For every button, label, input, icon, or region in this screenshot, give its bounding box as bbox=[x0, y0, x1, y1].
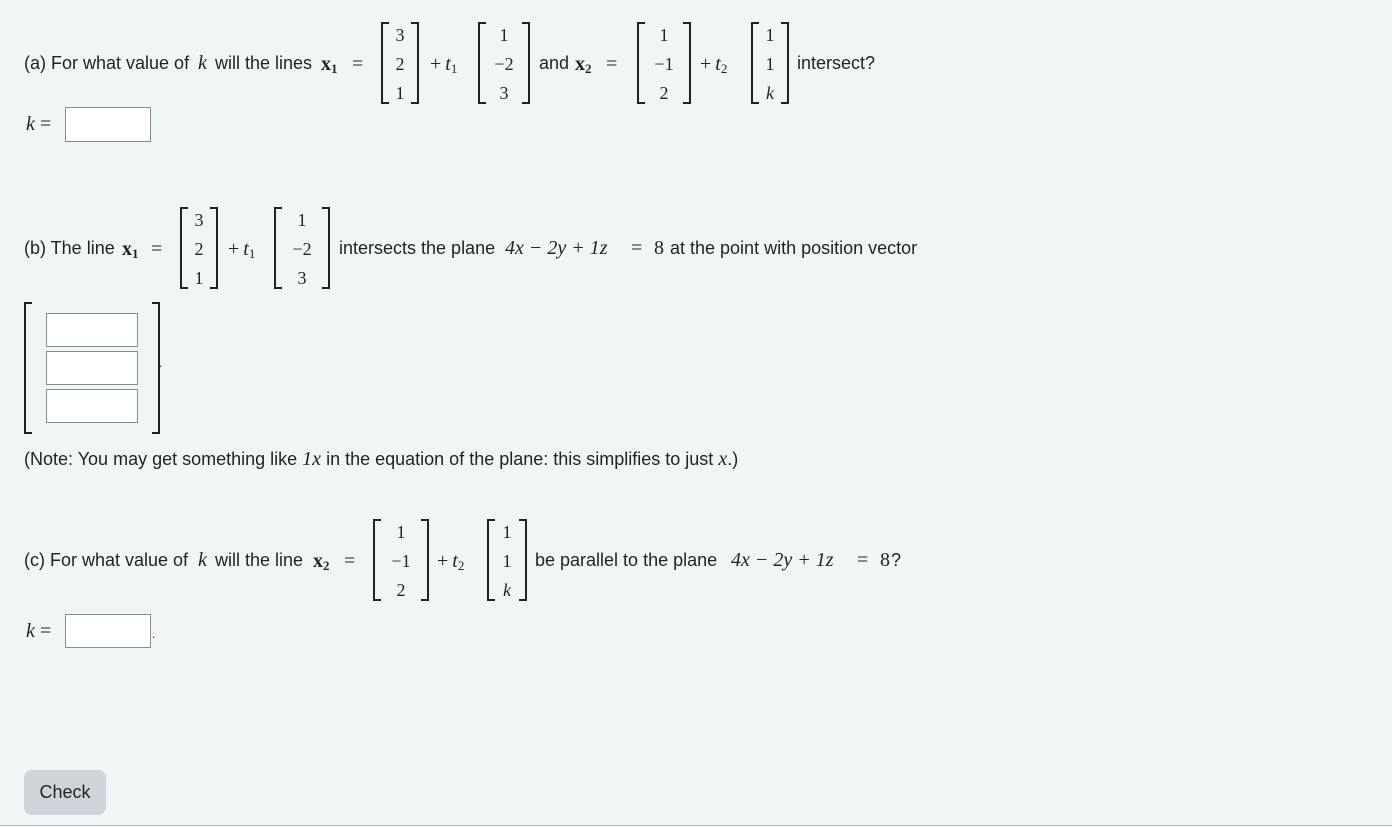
part-b-mid: intersects the plane bbox=[339, 238, 496, 258]
part-a-plus-t1: + $t_1$ bbox=[430, 53, 458, 76]
vector-entry: −1 bbox=[654, 54, 674, 74]
vector-entry: 1 bbox=[395, 83, 405, 103]
part-c-equals: = bbox=[344, 550, 356, 572]
part-b-x-input[interactable] bbox=[46, 313, 138, 347]
part-b-z-input[interactable] bbox=[46, 389, 138, 423]
part-a-suffix: intersect? bbox=[797, 53, 876, 73]
part-c-var-k: k bbox=[198, 549, 207, 571]
part-a-answer-equals: = bbox=[40, 113, 52, 135]
check-button[interactable]: Check bbox=[24, 770, 106, 815]
part-c-x2-direction-vector bbox=[487, 519, 527, 601]
vector-entry: −2 bbox=[494, 54, 514, 74]
vector-entry: 3 bbox=[194, 210, 204, 230]
part-a-and: and bbox=[539, 53, 570, 73]
vector-entry: 1 bbox=[502, 522, 512, 542]
vector-entry: 3 bbox=[395, 25, 405, 45]
part-b-plus-t1: + $t_1$ bbox=[228, 238, 256, 261]
vector-entry: 2 bbox=[194, 239, 204, 259]
part-c-x2-label: $x_2$ bbox=[313, 550, 330, 573]
part-a-answer-k-label: k bbox=[26, 113, 35, 135]
part-c-k-input[interactable] bbox=[65, 614, 151, 648]
vector-entry: 1 bbox=[502, 551, 512, 571]
part-a-x2-direction-vector bbox=[751, 22, 789, 104]
vector-entry: 1 bbox=[659, 25, 669, 45]
part-c-answer-equals: = bbox=[40, 620, 52, 642]
vector-entry: 2 bbox=[659, 83, 669, 103]
note-math-1x: 1x bbox=[302, 448, 322, 470]
part-b-x1-direction-vector bbox=[274, 207, 330, 289]
part-b-answer-vector bbox=[24, 302, 163, 434]
part-a-x2-point-vector bbox=[637, 22, 691, 104]
vector-entry: 1 bbox=[297, 210, 307, 230]
part-b-y-input[interactable] bbox=[46, 351, 138, 385]
vector-entry: −1 bbox=[391, 551, 411, 571]
part-a-prefix: (a) For what value of bbox=[24, 53, 190, 73]
part-c-prefix: (c) For what value of bbox=[24, 550, 189, 570]
part-b-note bbox=[24, 449, 738, 469]
part-c-answer-period: . bbox=[152, 627, 156, 641]
part-c-plus-t2: + $t_2$ bbox=[437, 550, 465, 573]
part-b-suffix: at the point with position vector bbox=[670, 238, 918, 258]
part-b-x1-label: $x_1$ bbox=[122, 238, 139, 261]
part-b-plane-lhs: 4x − 2y + 1z bbox=[505, 237, 608, 259]
vector-entry: 1 bbox=[765, 25, 775, 45]
part-b-x1-point-vector bbox=[180, 207, 218, 289]
part-a-var-k: k bbox=[198, 52, 207, 74]
part-c-plane-equals: = bbox=[857, 549, 869, 571]
part-a-x1-label: $x_1$ bbox=[321, 53, 338, 76]
part-a-x1-direction-vector bbox=[478, 22, 530, 104]
part-c-plane-rhs: 8 bbox=[880, 549, 890, 571]
part-c-suffix-end: ? bbox=[891, 550, 902, 570]
part-b-plane-equals: = bbox=[631, 237, 643, 259]
vector-entry: k bbox=[766, 83, 774, 103]
vector-entry: 2 bbox=[396, 580, 406, 600]
part-b-plane-rhs: 8 bbox=[654, 237, 664, 259]
part-a-k-input[interactable] bbox=[65, 107, 151, 142]
vector-entry: 3 bbox=[499, 83, 509, 103]
part-c-suffix-start: be parallel to the plane bbox=[535, 550, 718, 570]
note-start: (Note: You may get something like bbox=[24, 449, 298, 469]
part-b-answer-period: . bbox=[159, 356, 163, 370]
part-c-x2-point-vector bbox=[373, 519, 429, 601]
part-a-equals-2: = bbox=[606, 53, 618, 75]
vector-entry: 2 bbox=[395, 54, 405, 74]
part-c-mid: will the line bbox=[215, 550, 304, 570]
bottom-divider bbox=[0, 825, 1392, 826]
vector-entry: 3 bbox=[297, 268, 307, 288]
part-a-x1-point-vector bbox=[381, 22, 419, 104]
vector-entry: 1 bbox=[396, 522, 406, 542]
part-b-prefix: (b) The line bbox=[24, 238, 115, 258]
vector-entry: 1 bbox=[194, 268, 204, 288]
note-end: .) bbox=[727, 449, 739, 469]
part-b-equals: = bbox=[151, 238, 163, 260]
part-a-mid: will the lines bbox=[215, 53, 313, 73]
part-c-answer-k-label: k bbox=[26, 620, 35, 642]
part-a-x2-label: $x_2$ bbox=[575, 53, 592, 76]
note-math-x: x bbox=[718, 448, 728, 470]
vector-entry: −2 bbox=[292, 239, 312, 259]
vector-entry: 1 bbox=[499, 25, 509, 45]
part-a-equals: = bbox=[352, 53, 364, 75]
note-mid: in the equation of the plane: this simplifies to just bbox=[326, 449, 714, 469]
vector-entry: 1 bbox=[765, 54, 775, 74]
part-c-plane-lhs: 4x − 2y + 1z bbox=[731, 549, 834, 571]
vector-entry: k bbox=[503, 580, 511, 600]
part-a-plus-t2: + $t_2$ bbox=[700, 53, 728, 76]
